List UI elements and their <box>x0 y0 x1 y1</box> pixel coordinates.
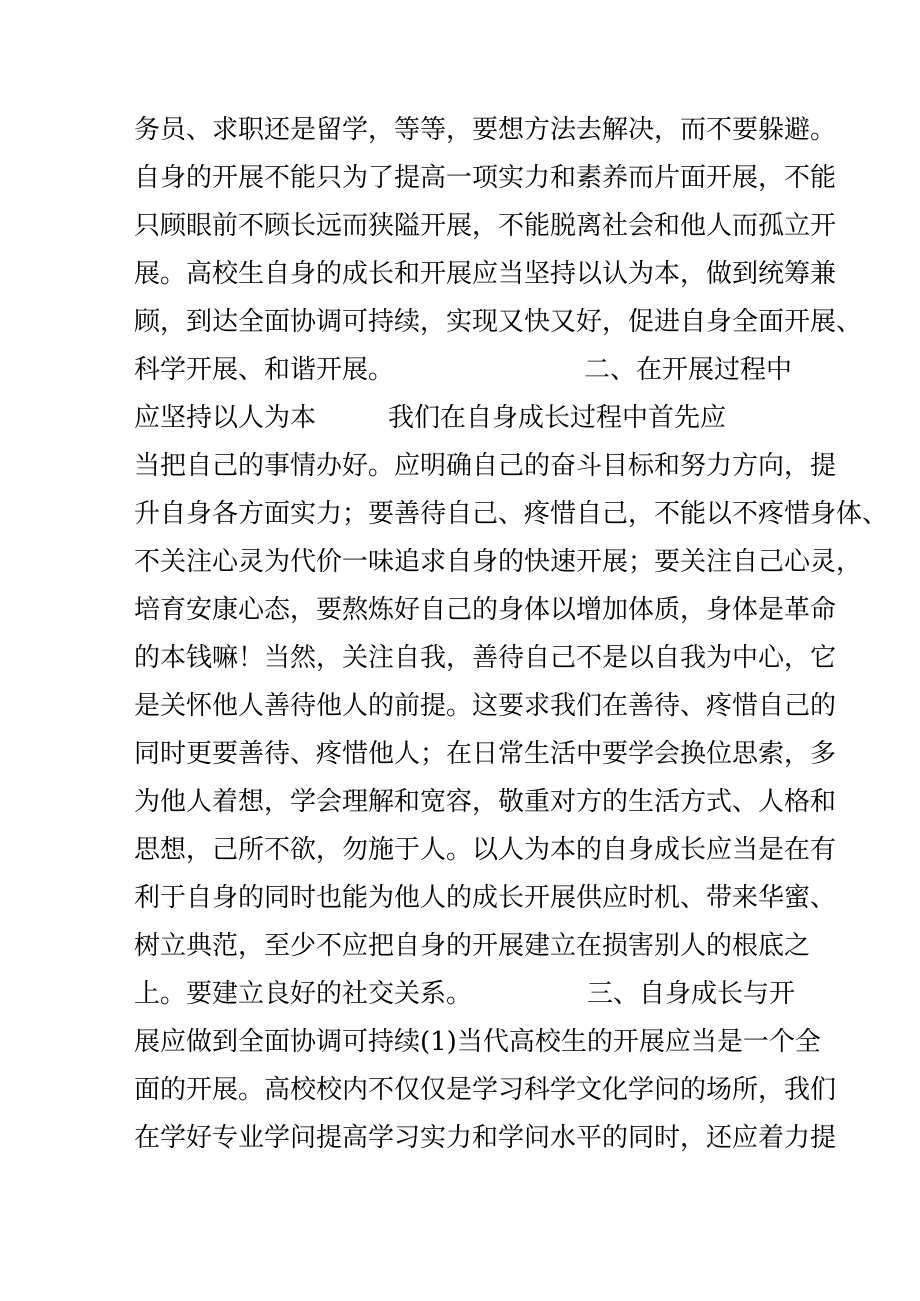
text-segment: 的本钱嘛！当然，关注自我，善待自己不是以自我为中心，它 <box>134 643 837 673</box>
section-heading: 三、自身成长与开 <box>587 979 796 1009</box>
text-line <box>134 394 794 442</box>
text-segment: 展。高校生自身的成长和开展应当坚持以认为本，做到统筹兼 <box>134 259 837 289</box>
text-line <box>134 202 837 250</box>
text-line <box>134 538 863 586</box>
text-line <box>134 682 837 730</box>
text-line <box>134 970 794 1018</box>
text-segment: 思想，己所不欲，勿施于人。以人为本的自身成长应当是在有 <box>134 835 837 865</box>
text-segment: 不关注心灵为代价一味追求自身的快速开展；要关注自己心灵， <box>134 547 863 577</box>
text-segment: 利于自身的同时也能为他人的成长开展供应时机、带来华蜜、 <box>134 883 837 913</box>
text-segment: 树立典范，至少不应把自身的开展建立在损害别人的根底之 <box>134 931 811 961</box>
text-segment: 同时更要善待、疼惜他人；在日常生活中要学会换位思索，多 <box>134 739 837 769</box>
text-segment: 只顾眼前不顾长远而狭隘开展，不能脱离社会和他人而孤立开 <box>134 211 837 241</box>
text-line <box>134 922 811 970</box>
text-segment: 是关怀他人善待他人的前提。这要求我们在善待、疼惜自己的 <box>134 691 837 721</box>
text-line <box>134 1066 837 1114</box>
text-segment: 培育安康心态，要熬炼好自己的身体以增加体质，身体是革命 <box>134 595 837 625</box>
text-segment: 为他人着想，学会理解和宽容，敬重对方的生活方式、人格和 <box>134 787 837 817</box>
text-line <box>134 1114 837 1162</box>
text-segment: 务员、求职还是留学，等等，要想方法去解决，而不要躲避。 <box>134 115 837 145</box>
text-segment: 升自身各方面实力；要善待自己、疼惜自己，不能以不疼惜身体、 <box>134 499 889 529</box>
text-segment: 在学好专业学问提高学习实力和学问水平的同时，还应着力提 <box>134 1123 837 1153</box>
text-segment: 顾，到达全面协调可持续，实现又快又好，促进自身全面开展、 <box>134 307 863 337</box>
text-line <box>134 634 837 682</box>
text-segment: 面的开展。高校校内不仅仅是学习科学文化学问的场所，我们 <box>134 1075 837 1105</box>
text-line <box>134 1018 821 1066</box>
text-line <box>134 778 837 826</box>
text-line <box>134 298 863 346</box>
document-body <box>134 106 889 1162</box>
section-heading-continued: 应坚持以人为本 <box>134 403 317 433</box>
text-line <box>134 490 889 538</box>
text-line <box>134 826 837 874</box>
section-heading: 二、在开展过程中 <box>584 355 793 385</box>
text-line <box>134 346 794 394</box>
text-line <box>134 250 837 298</box>
text-segment: 当把自己的事情办好。应明确自己的奋斗目标和努力方向，提 <box>134 451 837 481</box>
text-line <box>134 730 837 778</box>
text-segment: 展应做到全面协调可持续(1)当代高校生的开展应当是一个全 <box>134 1027 821 1057</box>
text-segment: 自身的开展不能只为了提高一项实力和素养而片面开展，不能 <box>134 163 837 193</box>
text-line <box>134 442 837 490</box>
text-segment: 科学开展、和谐开展。 <box>134 355 395 385</box>
text-line <box>134 874 837 922</box>
text-line <box>134 106 837 154</box>
text-line <box>134 154 837 202</box>
text-segment: 上。要建立良好的社交关系。 <box>134 979 473 1009</box>
text-segment: 我们在自身成长过程中首先应 <box>388 403 727 433</box>
text-line <box>134 586 837 634</box>
